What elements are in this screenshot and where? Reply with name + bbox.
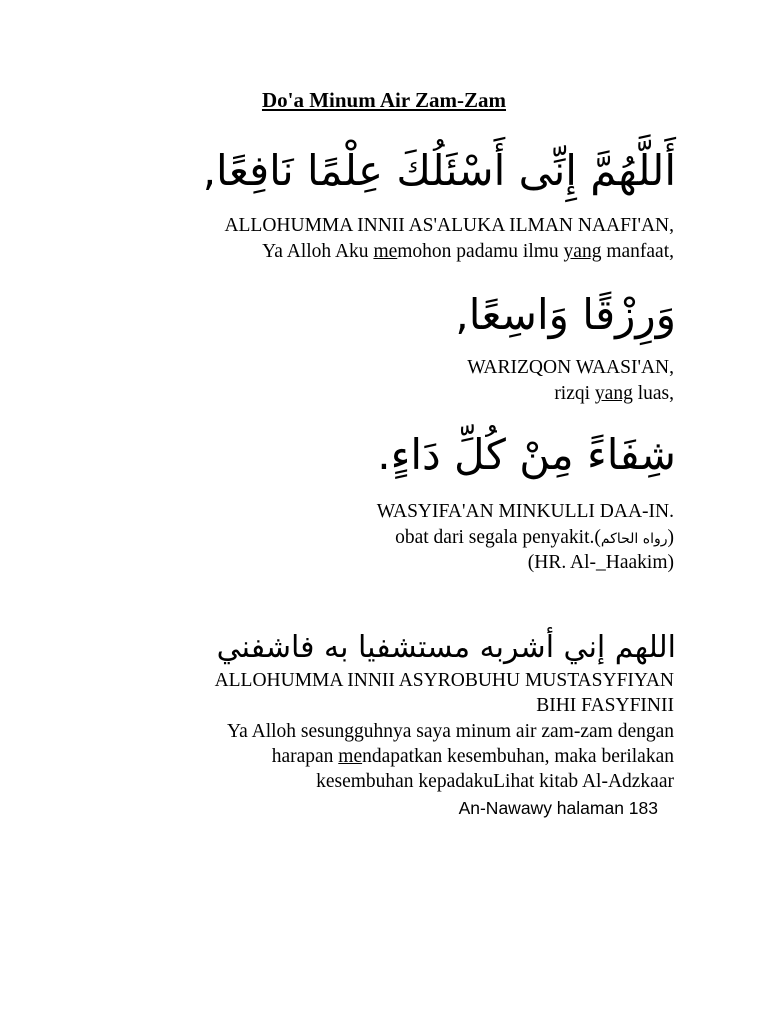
meaning-4-line4: An-Nawawy halaman 183 <box>458 798 658 818</box>
arabic-verse-2: وَرِزْقًا وَاسِعًا, <box>455 290 676 339</box>
transliteration-4-line2: BIHI FASYFINII <box>536 695 674 716</box>
meaning-1-part2: mohon padamu ilmu <box>397 241 564 262</box>
transliteration-4-line1: ALLOHUMMA INNII ASYROBUHU MUSTASYFIYAN <box>214 670 674 691</box>
arabic-verse-1: أَللَّهُمَّ إِنِّى أَسْئَلُكَ عِلْمًا نَافِعًا, <box>202 146 676 195</box>
meaning-1 <box>262 240 674 264</box>
meaning-4-line2-underline: me <box>338 746 363 767</box>
meaning-4-line3: kesembuhan kepadakuLihat kitab Al-Adzkaar <box>316 771 674 792</box>
arabic-verse-4: اللهم إني أشربه مستشفيا به فاشفني <box>216 630 676 665</box>
meaning-4-line2 <box>272 745 674 769</box>
meaning-4-line1: Ya Alloh sesungguhnya saya minum air zam-zam dengan <box>227 721 674 742</box>
meaning-4-line2-part1: harapan <box>271 746 339 767</box>
meaning-3-text: obat dari segala penyakit.( <box>395 527 601 548</box>
meaning-1-part3: manfaat, <box>601 241 674 262</box>
transliteration-3: WASYIFA'AN MINKULLI DAA-IN. <box>376 501 674 522</box>
meaning-3 <box>395 526 674 551</box>
meaning-2-part2: luas, <box>632 383 674 404</box>
hadith-reference: (HR. Al-_Haakim) <box>527 552 674 573</box>
meaning-1-part1: Ya Alloh Aku <box>262 241 374 262</box>
transliteration-1: ALLOHUMMA INNII AS'ALUKA ILMAN NAAFI'AN, <box>224 215 674 236</box>
meaning-2-part1: rizqi <box>554 383 595 404</box>
meaning-4-line2-part2: ndapatkan kesembuhan, maka berilakan <box>362 746 674 767</box>
meaning-2 <box>554 382 674 406</box>
page-title: Do'a Minum Air Zam-Zam <box>261 88 507 112</box>
meaning-1-underline-1: me <box>373 241 398 262</box>
hadith-source-arabic: رواه الحاكم <box>600 531 668 547</box>
arabic-verse-3: شِفَاءً مِنْ كُلِّ دَاءٍ. <box>377 430 676 479</box>
meaning-3-close: ) <box>667 527 674 548</box>
meaning-2-underline: yang <box>594 383 633 404</box>
transliteration-2: WARIZQON WAASI'AN, <box>467 357 674 378</box>
meaning-1-underline-2: yang <box>563 241 602 262</box>
